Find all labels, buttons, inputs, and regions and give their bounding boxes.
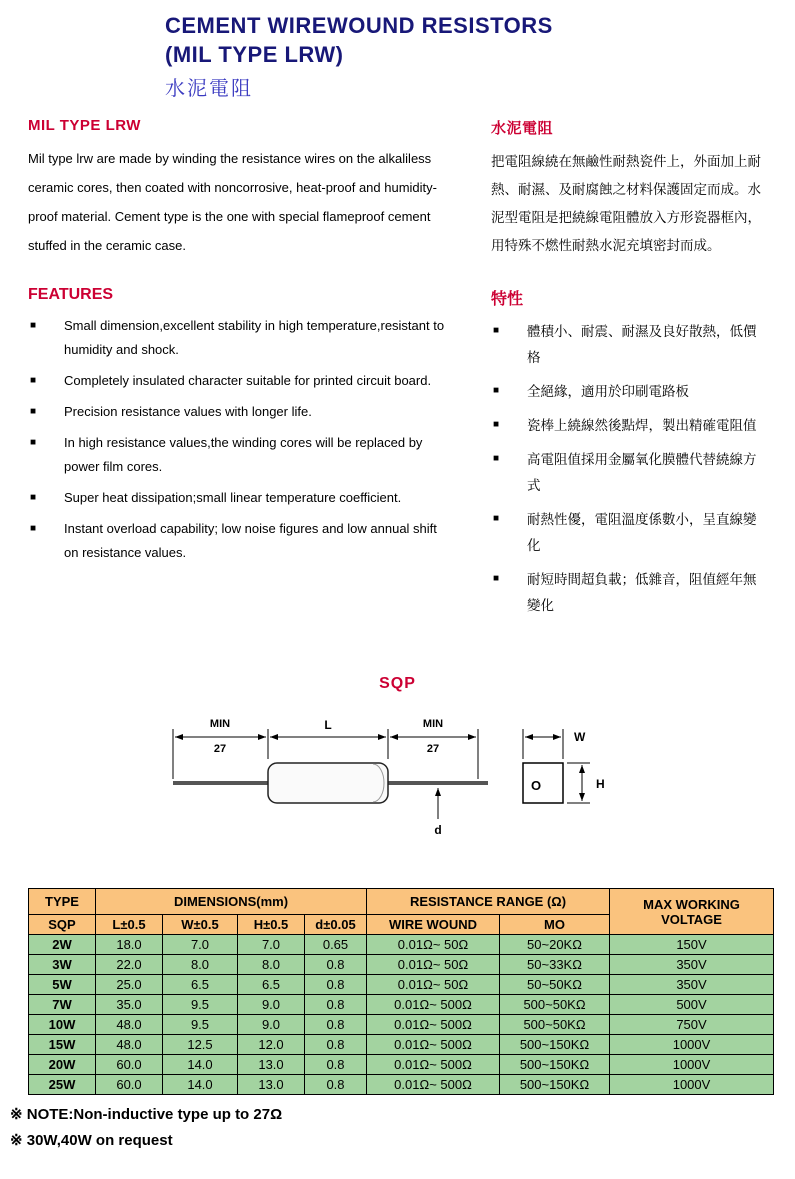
- chinese-column: [491, 117, 767, 627]
- value-cell: 50~50KΩ: [500, 975, 610, 995]
- header-type: TYPE: [29, 889, 96, 915]
- resistor-body: [268, 763, 388, 803]
- value-cell: 500V: [610, 995, 774, 1015]
- title-block: [165, 12, 767, 101]
- table-row: [29, 955, 774, 975]
- feature-item: ■ 體積小、耐震、耐濕及良好散熱，低價格: [491, 319, 767, 371]
- value-cell: 48.0: [96, 1015, 163, 1035]
- value-cell: 48.0: [96, 1035, 163, 1055]
- value-cell: 8.0: [163, 955, 238, 975]
- value-cell: 0.01Ω~ 50Ω: [367, 975, 500, 995]
- value-cell: 12.0: [238, 1035, 305, 1055]
- intro-en-heading: MIL TYPE LRW: [28, 117, 141, 135]
- table-row: [29, 1015, 774, 1035]
- value-cell: 0.8: [305, 975, 367, 995]
- value-cell: 0.01Ω~ 50Ω: [367, 955, 500, 975]
- min-right-label: MIN: [422, 718, 443, 731]
- value-cell: 8.0: [238, 955, 305, 975]
- value-cell: 0.8: [305, 1055, 367, 1075]
- resistor-dimension-diagram: [158, 707, 638, 857]
- note-on-request: ※ 30W,40W on request: [10, 1132, 173, 1150]
- feature-item: ■ 瓷棒上繞線然後點焊，製出精確電阻值: [491, 413, 767, 439]
- type-cell: 10W: [29, 1015, 96, 1035]
- feature-item: ■ 全絕緣，適用於印刷電路板: [491, 379, 767, 405]
- value-cell: 22.0: [96, 955, 163, 975]
- value-cell: 500~50KΩ: [500, 995, 610, 1015]
- spec-table: [28, 888, 774, 1095]
- subheader-w: W±0.5: [163, 915, 238, 935]
- value-cell: 35.0: [96, 995, 163, 1015]
- value-cell: 0.8: [305, 1015, 367, 1035]
- table-row: [29, 975, 774, 995]
- width-label: W: [573, 730, 585, 745]
- content-columns: [28, 117, 767, 627]
- features-cn-heading: 特性: [491, 291, 524, 309]
- type-cell: 5W: [29, 975, 96, 995]
- subheader-l: L±0.5: [96, 915, 163, 935]
- length-label: L: [323, 718, 332, 733]
- value-cell: 7.0: [163, 935, 238, 955]
- value-cell: 0.01Ω~ 500Ω: [367, 1035, 500, 1055]
- spec-table-head: [29, 889, 774, 935]
- table-row: [29, 935, 774, 955]
- value-cell: 350V: [610, 955, 774, 975]
- type-cell: 25W: [29, 1075, 96, 1095]
- cross-section-square: [523, 763, 563, 803]
- subheader-sqp: SQP: [29, 915, 96, 935]
- feature-item: ■ 高電阻值採用金屬氧化膜體代替繞線方式: [491, 447, 767, 499]
- lead-dia-label: d: [433, 823, 442, 838]
- value-cell: 0.01Ω~ 500Ω: [367, 1015, 500, 1035]
- feature-item: ■ 耐短時間超負載；低雜音，阻值經年無變化: [491, 567, 767, 619]
- value-cell: 13.0: [238, 1075, 305, 1095]
- value-cell: 12.5: [163, 1035, 238, 1055]
- cross-section-label: O: [530, 778, 541, 794]
- type-cell: 15W: [29, 1035, 96, 1055]
- feature-item: ■ Super heat dissipation;small linear temperature coefficient.: [28, 486, 453, 510]
- value-cell: 50~20KΩ: [500, 935, 610, 955]
- value-cell: 14.0: [163, 1075, 238, 1095]
- english-column: [28, 117, 453, 627]
- value-cell: 60.0: [96, 1055, 163, 1075]
- value-cell: 0.8: [305, 1035, 367, 1055]
- value-cell: 1000V: [610, 1035, 774, 1055]
- intro-cn-heading: 水泥電阻: [491, 120, 554, 138]
- value-cell: 9.0: [238, 995, 305, 1015]
- table-row: [29, 1055, 774, 1075]
- spec-table-body: [29, 935, 774, 1095]
- value-cell: 18.0: [96, 935, 163, 955]
- value-cell: 500~50KΩ: [500, 1015, 610, 1035]
- value-cell: 750V: [610, 1015, 774, 1035]
- notes: [10, 1105, 767, 1149]
- value-cell: 0.01Ω~ 500Ω: [367, 1055, 500, 1075]
- value-cell: 7.0: [238, 935, 305, 955]
- table-row: [29, 1075, 774, 1095]
- value-cell: 1000V: [610, 1075, 774, 1095]
- feature-item: ■ Precision resistance values with longer life.: [28, 400, 453, 424]
- value-cell: 6.5: [163, 975, 238, 995]
- page-title-line1: CEMENT WIREWOUND RESISTORS: [165, 13, 553, 38]
- feature-item: ■ 耐熱性優，電阻溫度係數小，呈直線變化: [491, 507, 767, 559]
- value-cell: 0.8: [305, 955, 367, 975]
- feature-item: ■ Small dimension,excellent stability in high temperature,resistant to humidity and shock.: [28, 314, 453, 362]
- page-title-chinese: 水泥電阻: [165, 78, 253, 101]
- value-cell: 9.0: [238, 1015, 305, 1035]
- feature-item: ■ Completely insulated character suitable for printed circuit board.: [28, 369, 453, 393]
- min-left-label: MIN: [209, 718, 230, 731]
- value-cell: 13.0: [238, 1055, 305, 1075]
- intro-cn-body: 把電阻線繞在無鹼性耐熱瓷件上，外面加上耐熱、耐濕、及耐腐蝕之材料保護固定而成。水泥型電阻是把繞線電阻體放入方形瓷器框內，用特殊不燃性耐熱水泥充填密封而成。: [491, 154, 761, 254]
- subheader-mo: MO: [500, 915, 610, 935]
- subheader-h: H±0.5: [238, 915, 305, 935]
- value-cell: 9.5: [163, 995, 238, 1015]
- height-label: H: [595, 777, 605, 792]
- value-cell: 25.0: [96, 975, 163, 995]
- value-cell: 6.5: [238, 975, 305, 995]
- value-cell: 0.65: [305, 935, 367, 955]
- min-left-value: 27: [213, 743, 226, 756]
- value-cell: 1000V: [610, 1055, 774, 1075]
- features-en-heading: FEATURES: [28, 286, 114, 304]
- value-cell: 0.8: [305, 995, 367, 1015]
- value-cell: 150V: [610, 935, 774, 955]
- diagram-series-label: SQP: [379, 675, 416, 693]
- value-cell: 14.0: [163, 1055, 238, 1075]
- value-cell: 500~150KΩ: [500, 1055, 610, 1075]
- value-cell: 0.01Ω~ 500Ω: [367, 995, 500, 1015]
- table-header-row: [29, 889, 774, 915]
- type-cell: 20W: [29, 1055, 96, 1075]
- value-cell: 350V: [610, 975, 774, 995]
- subheader-d: d±0.05: [305, 915, 367, 935]
- features-en-list: [28, 314, 453, 565]
- features-cn-list: [491, 319, 767, 619]
- subheader-wire-wound: WIRE WOUND: [367, 915, 500, 935]
- value-cell: 0.01Ω~ 50Ω: [367, 935, 500, 955]
- type-cell: 3W: [29, 955, 96, 975]
- intro-en-body: Mil type lrw are made by winding the resistance wires on the alkaliless ceramic cores, then coated with noncorrosive, heat-proof and humidity-proof material. Cement type is the one with special flameproof cement stuffed in the ceramic case.: [28, 151, 437, 254]
- note-non-inductive: ※ NOTE:Non-inductive type up to 27Ω: [10, 1106, 283, 1124]
- feature-item: ■ Instant overload capability; low noise figures and low annual shift on resistance values.: [28, 517, 453, 565]
- value-cell: 0.01Ω~ 500Ω: [367, 1075, 500, 1095]
- header-dimensions: DIMENSIONS(mm): [96, 889, 367, 915]
- header-max-voltage: MAX WORKING VOLTAGE: [610, 889, 774, 935]
- value-cell: 50~33KΩ: [500, 955, 610, 975]
- table-row: [29, 1035, 774, 1055]
- value-cell: 0.8: [305, 1075, 367, 1095]
- diagram-wrap: [28, 707, 767, 862]
- feature-item: ■ In high resistance values,the winding cores will be replaced by power film cores.: [28, 431, 453, 479]
- value-cell: 9.5: [163, 1015, 238, 1035]
- table-row: [29, 995, 774, 1015]
- value-cell: 500~150KΩ: [500, 1035, 610, 1055]
- value-cell: 60.0: [96, 1075, 163, 1095]
- min-right-value: 27: [426, 743, 439, 756]
- diagram-section: [28, 675, 767, 862]
- header-resistance: RESISTANCE RANGE (Ω): [367, 889, 610, 915]
- value-cell: 500~150KΩ: [500, 1075, 610, 1095]
- type-cell: 2W: [29, 935, 96, 955]
- page-title-line2: (MIL TYPE LRW): [165, 41, 344, 67]
- type-cell: 7W: [29, 995, 96, 1015]
